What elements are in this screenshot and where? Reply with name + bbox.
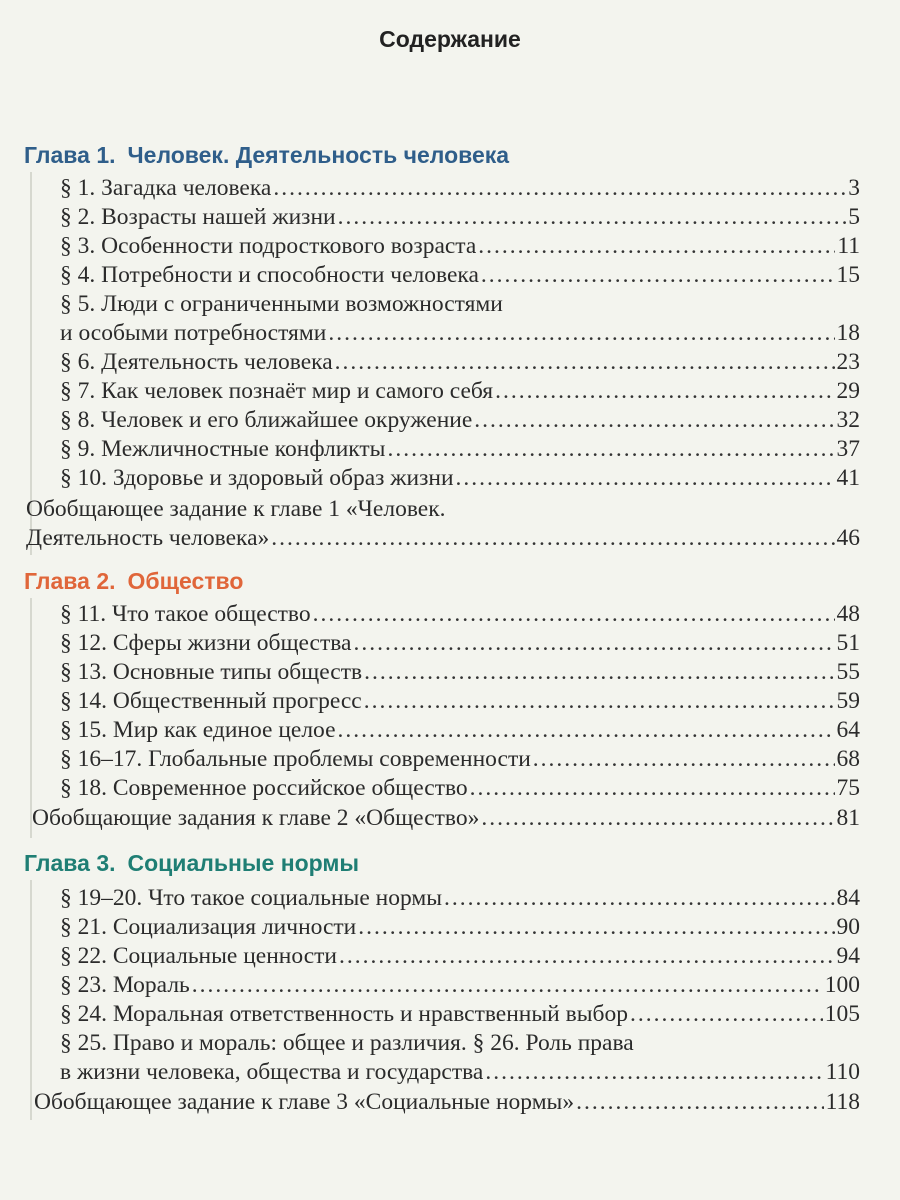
entry-page: 37 (836, 436, 860, 462)
entry-page: 59 (836, 688, 860, 714)
page-title: Содержание (379, 26, 521, 52)
chapter-summary[interactable] (26, 524, 860, 552)
entry-title: § 19–20. Что такое социальные нормы (60, 885, 443, 911)
entry-page: 90 (836, 914, 860, 940)
toc-entry[interactable] (60, 774, 860, 802)
summary-title-line1[interactable]: Обобщающее задание к главе 1 «Человек. (26, 496, 446, 522)
chapter-number: Глава 3. (24, 850, 116, 876)
dot-leader (478, 232, 835, 260)
dot-leader (630, 1000, 823, 1028)
entry-title: § 1. Загадка человека (60, 175, 272, 201)
entry-title: § 8. Человек и его ближайшее окружение (60, 407, 473, 433)
toc-entry[interactable] (60, 942, 860, 970)
chapter-number: Глава 2. (24, 568, 116, 594)
entry-title: § 7. Как человек познаёт мир и самого себя (60, 378, 494, 404)
dot-leader (358, 913, 834, 941)
toc-entry[interactable] (60, 261, 860, 289)
dot-leader (339, 942, 835, 970)
dot-leader (353, 629, 834, 657)
entry-page: 32 (836, 407, 860, 433)
toc-entry[interactable] (60, 377, 860, 405)
chapter-name: Человек. Деятельность человека (127, 142, 510, 168)
dot-leader (338, 203, 847, 231)
entry-title: § 6. Деятельность человека (60, 349, 333, 375)
entry-title: в жизни человека, общества и государства (60, 1059, 484, 1085)
toc-entry[interactable] (60, 600, 860, 628)
summary-title: Обобщающие задания к главе 2 «Общество» (32, 805, 480, 831)
chapter-summary[interactable] (32, 804, 860, 832)
dot-leader (456, 464, 835, 492)
chapter-heading[interactable] (24, 142, 509, 169)
toc-entry[interactable] (60, 913, 860, 941)
entry-page: 55 (836, 659, 860, 685)
chapter-heading[interactable] (24, 850, 359, 877)
dot-leader (313, 600, 835, 628)
entry-page: 48 (836, 601, 860, 627)
chapter-name: Социальные нормы (127, 850, 360, 876)
toc-entry[interactable] (60, 232, 860, 260)
entry-title: § 23. Мораль (60, 972, 190, 998)
dot-leader (335, 348, 835, 376)
entry-title: § 3. Особенности подросткового возраста (60, 233, 477, 259)
entry-title: § 14. Общественный прогресс (60, 688, 362, 714)
dot-leader (485, 1058, 823, 1086)
dot-leader (481, 804, 834, 832)
chapter-summary[interactable] (34, 1088, 860, 1116)
entry-page: 5 (848, 204, 860, 230)
summary-page: 81 (836, 805, 860, 831)
entry-title: § 24. Моральная ответственность и нравственный выбор (60, 1001, 628, 1027)
dot-leader (387, 435, 834, 463)
entry-page: 15 (836, 262, 860, 288)
entry-title: § 13. Основные типы обществ (60, 659, 363, 685)
dot-leader (338, 716, 835, 744)
entry-title: и особыми потребностями (60, 320, 327, 346)
toc-entry[interactable] (60, 629, 860, 657)
dot-leader (364, 687, 835, 715)
entry-page: 23 (836, 349, 860, 375)
entry-title: § 9. Межличностные конфликты (60, 436, 386, 462)
entry-page: 110 (825, 1059, 860, 1085)
entry-title: § 22. Социальные ценности (60, 943, 337, 969)
summary-title: Обобщающее задание к главе 3 «Социальные нормы» (34, 1089, 575, 1115)
toc-entry[interactable] (60, 745, 860, 773)
entry-title: § 12. Сферы жизни общества (60, 630, 352, 656)
dot-leader (533, 745, 835, 773)
toc-entry[interactable] (60, 464, 860, 492)
toc-entry[interactable] (60, 1000, 860, 1028)
toc-entry[interactable] (60, 1058, 860, 1086)
toc-entry[interactable] (60, 348, 860, 376)
entry-page: 94 (836, 943, 860, 969)
entry-title-line1[interactable]: § 5. Люди с ограниченными возможностями (60, 291, 503, 317)
toc-entry[interactable] (60, 203, 860, 231)
toc-entry[interactable] (60, 658, 860, 686)
entry-title: § 10. Здоровье и здоровый образ жизни (60, 465, 454, 491)
dot-leader (271, 524, 834, 552)
dot-leader (273, 174, 846, 202)
dot-leader (481, 261, 835, 289)
toc-entry[interactable] (60, 687, 860, 715)
dot-leader (474, 406, 834, 434)
entry-page: 75 (836, 775, 860, 801)
chapter-name: Общество (127, 568, 244, 594)
entry-title: § 21. Социализация личности (60, 914, 357, 940)
toc-entry[interactable] (60, 716, 860, 744)
dot-leader (470, 774, 835, 802)
dot-leader (495, 377, 834, 405)
entry-title-line1[interactable]: § 25. Право и мораль: общее и различия. § 26. Роль права (60, 1030, 634, 1056)
entry-page: 68 (836, 746, 860, 772)
toc-entry[interactable] (60, 884, 860, 912)
entry-page: 18 (836, 320, 860, 346)
toc-entry[interactable] (60, 406, 860, 434)
entry-title: § 18. Современное российское общество (60, 775, 468, 801)
entry-title: § 2. Возрасты нашей жизни (60, 204, 336, 230)
dot-leader (576, 1088, 824, 1116)
entry-page: 100 (824, 972, 860, 998)
entry-page: 51 (836, 630, 860, 656)
entry-page: 11 (837, 233, 860, 259)
toc-entry[interactable] (60, 971, 860, 999)
entry-page: 41 (836, 465, 860, 491)
entry-page: 105 (824, 1001, 860, 1027)
summary-title: Деятельность человека» (26, 525, 270, 551)
entry-page: 84 (836, 885, 860, 911)
entry-title: § 11. Что такое общество (60, 601, 311, 627)
dot-leader (328, 319, 834, 347)
entry-title: § 15. Мир как единое целое (60, 717, 336, 743)
dot-leader (444, 884, 834, 912)
dot-leader (192, 971, 823, 999)
entry-page: 64 (836, 717, 860, 743)
toc-entry[interactable] (60, 435, 860, 463)
summary-page: 118 (825, 1089, 860, 1115)
entry-page: 29 (836, 378, 860, 404)
chapter-heading[interactable] (24, 568, 243, 595)
entry-title: § 4. Потребности и способности человека (60, 262, 479, 288)
dot-leader (364, 658, 834, 686)
chapter-number: Глава 1. (24, 142, 116, 168)
summary-page: 46 (836, 525, 860, 551)
entry-title: § 16–17. Глобальные проблемы современности (60, 746, 531, 772)
toc-entry[interactable] (60, 319, 860, 347)
entry-page: 3 (848, 175, 860, 201)
toc-entry[interactable] (60, 174, 860, 202)
